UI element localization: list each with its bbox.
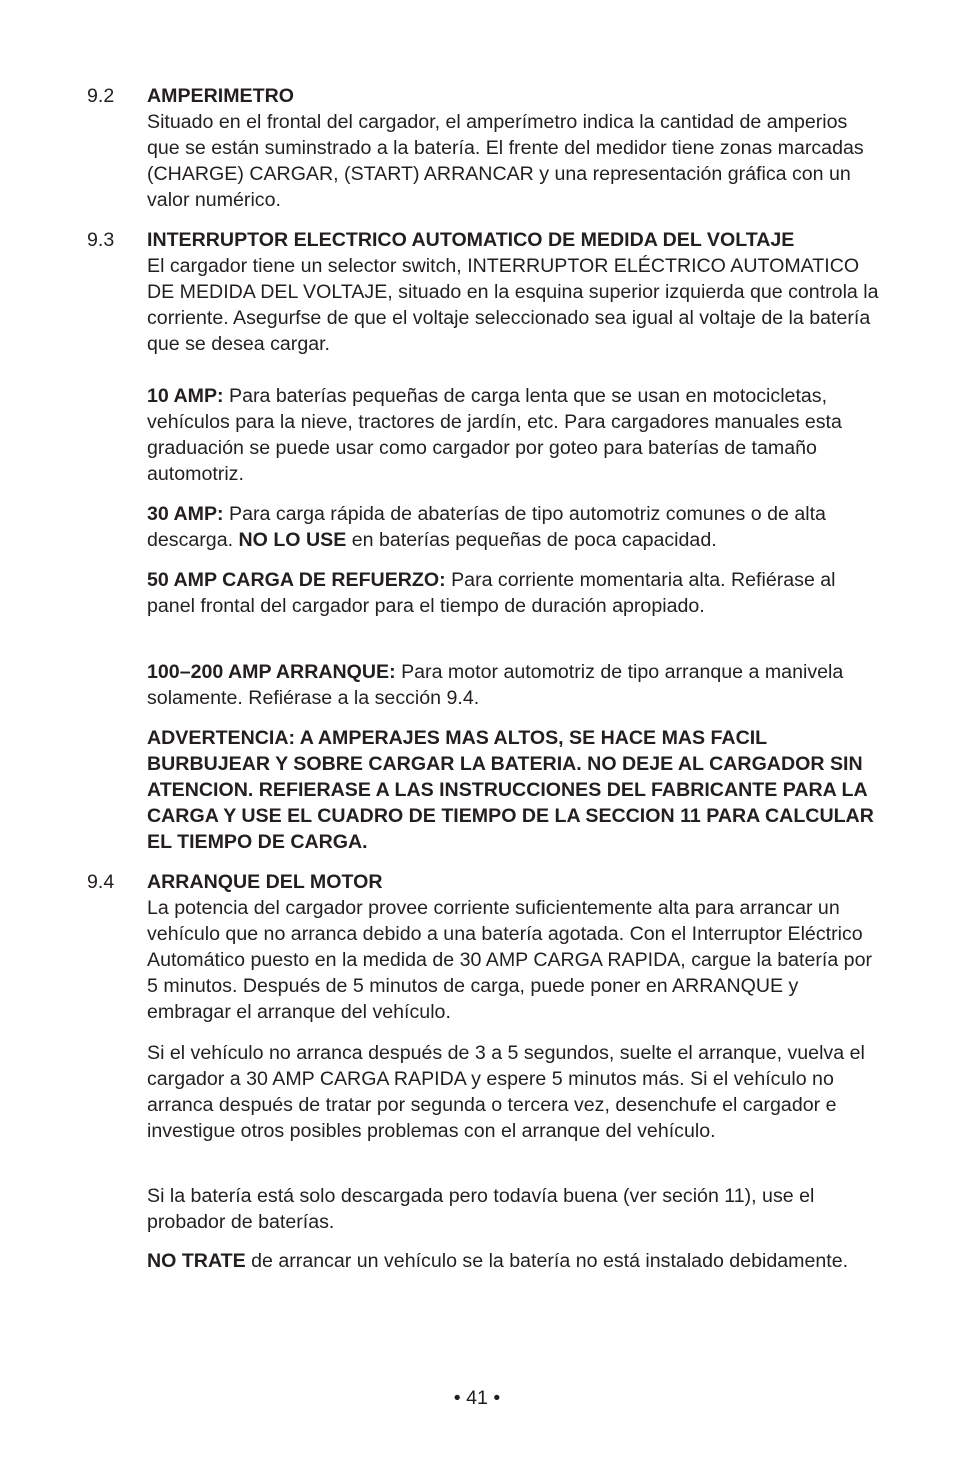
section-paragraph: El cargador tiene un selector switch, INTERRUPTOR ELÉCTRICO AUTOMATICO DE MEDIDA DEL VOLTAJE, situado en la esquina superior izquierda que controla la corriente. Asegurfse de que el voltaje seleccionado sea igual al voltaje de la batería que se desea cargar. — [147, 255, 879, 355]
section-paragraph: Situado en el frontal del cargador, el amperímetro indica la cantidad de amperios que se están suminstrado a la batería. El frente del medidor tiene zonas marcadas (CHARGE) CARGAR, (START) ARRANCAR y una representación gráfica con un valor numérico. — [147, 111, 864, 211]
page-number: • 41 • — [453, 1387, 501, 1409]
text-10-amp: Para baterías pequeñas de carga lenta que se usan en motocicletas, vehículos para la nieve, tractores de jardín, etc. Para cargadores manuales esta graduación se puede usar como cargador por goteo para baterías de tamaño automotriz. — [147, 385, 842, 485]
no-lo-use-emphasis: NO LO USE — [238, 529, 347, 551]
text-30-amp-b: en baterías pequeñas de poca capacidad. — [346, 529, 717, 551]
warning-paragraph: ADVERTENCIA: A AMPERAJES MAS ALTOS, SE HACE MAS FACIL BURBUJEAR Y SOBRE CARGAR LA BATERIA. NO DEJE AL CARGADOR SIN ATENCION. REFIERASE A LAS INSTRUCCIONES DEL FABRICANTE PARA LA CARGA Y USE EL CUADRO DE TIEMPO DE LA SECCION 11 PARA CALCULAR EL TIEMPO DE CARGA. — [147, 727, 874, 853]
section-number: 9.3 — [87, 229, 115, 251]
text-30-amp-a: Para carga rápida de abaterías de tipo automotriz comunes o de alta descarga. — [147, 503, 826, 551]
text-100-200-amp: Para motor automotriz de tipo arranque a manivela solamente. Refiérase a la sección 9.4. — [147, 661, 844, 709]
paragraph-50-amp — [147, 567, 882, 619]
paragraph-battery-tester: Si la batería está solo descargada pero todavía buena (ver seción 11), use el probador de baterías. — [147, 1185, 815, 1233]
section-number: 9.4 — [87, 871, 115, 893]
section-heading: AMPERIMETRO — [147, 85, 294, 107]
text-50-amp: Para corriente momentaria alta. Refiérase al panel frontal del cargador para el tiempo de duración apropiado. — [147, 569, 836, 617]
label-100-200-amp: 100–200 AMP ARRANQUE: — [147, 661, 396, 683]
paragraph-10-amp — [147, 383, 882, 487]
section-number: 9.2 — [87, 85, 115, 107]
paragraph-retry-start: Si el vehículo no arranca después de 3 a 5 segundos, suelte el arranque, vuelva el cargador a 30 AMP CARGA RAPIDA y espere 5 minutos más. Si el vehículo no arranca después de tratar por segunda o tercera vez, desenchufe el cargador e investigue otros posibles problemas con el arranque del vehículo. — [147, 1042, 865, 1142]
section-paragraph: La potencia del cargador provee corriente suficientemente alta para arrancar un vehículo que no arranca debido a una batería agotada. Con el Interruptor Eléctrico Automático puesto en la medida de 30 AMP CARGA RAPIDA, cargue la batería por 5 minutos. Después de 5 minutos de carga, puede poner en ARRANQUE y embragar el arranque del vehículo. — [147, 897, 873, 1023]
label-30-amp: 30 AMP: — [147, 503, 224, 525]
paragraph-100-200-amp — [147, 659, 882, 711]
label-50-amp: 50 AMP CARGA DE REFUERZO: — [147, 569, 446, 591]
no-trate-emphasis: NO TRATE — [147, 1250, 246, 1272]
paragraph-no-trate — [147, 1248, 882, 1274]
label-10-amp: 10 AMP: — [147, 385, 224, 407]
no-trate-text: de arrancar un vehículo se la batería no está instalado debidamente. — [245, 1250, 849, 1272]
paragraph-30-amp — [147, 501, 882, 553]
section-heading: INTERRUPTOR ELECTRICO AUTOMATICO DE MEDIDA DEL VOLTAJE — [147, 229, 795, 251]
section-heading: ARRANQUE DEL MOTOR — [147, 871, 383, 893]
